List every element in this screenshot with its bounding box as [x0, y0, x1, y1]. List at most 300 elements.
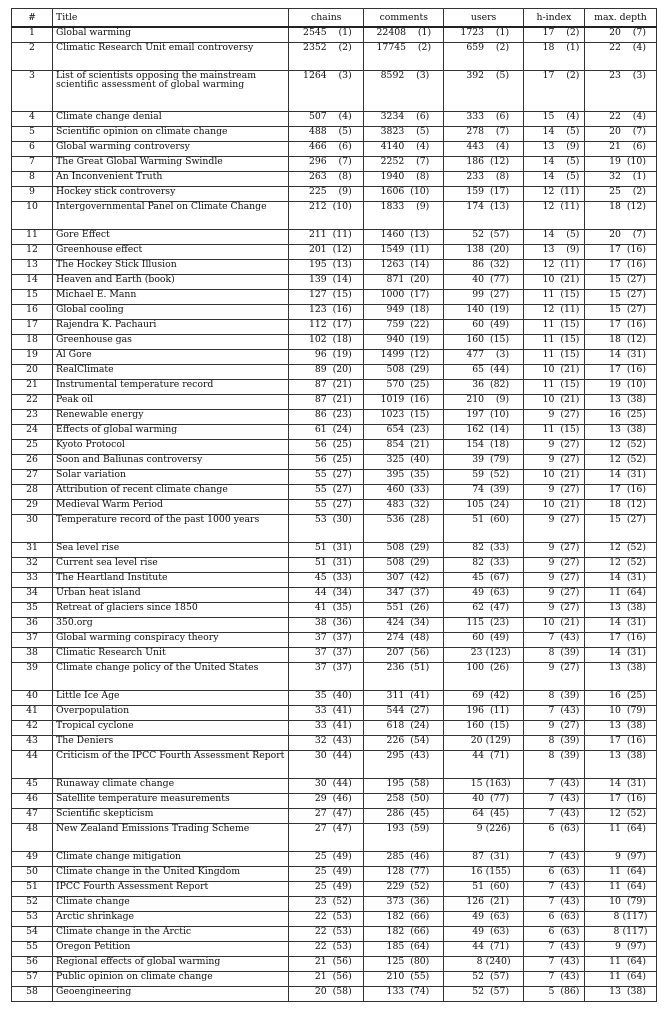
metric-value: 2352	[303, 42, 327, 53]
max-depth-cell	[584, 350, 656, 365]
metric-value: 51	[314, 557, 327, 568]
metric-value: 123	[308, 304, 327, 315]
table-row	[12, 751, 657, 779]
table-row	[12, 912, 657, 927]
metric-rank: (31)	[626, 572, 646, 583]
metric-rank: (33)	[410, 484, 430, 495]
metric-value: 17	[542, 27, 555, 38]
metric-value: 12	[609, 557, 621, 568]
metric-rank: (5)	[566, 229, 580, 240]
title-cell: The Hockey Stick Illusion	[53, 260, 289, 275]
metric-rank: (49)	[332, 851, 352, 862]
metric-value: 15	[609, 289, 621, 300]
chains-cell	[289, 172, 364, 187]
metric-value: 17	[609, 632, 621, 643]
h-index-cell	[523, 515, 584, 543]
title-cell: Scientific skepticism	[53, 809, 289, 824]
comments-cell	[364, 290, 444, 305]
metric-value: 759	[386, 319, 405, 330]
metric-rank: (4)	[495, 141, 510, 152]
metric-rank: (43)	[560, 956, 580, 967]
rank-cell: 33	[12, 573, 53, 588]
comments-cell	[364, 395, 444, 410]
chains-cell	[289, 187, 364, 202]
table-row	[12, 957, 657, 972]
metric-rank: (117)	[622, 911, 648, 922]
metric-rank: (27)	[560, 572, 580, 583]
chains-cell	[289, 603, 364, 618]
h-index-cell	[523, 440, 584, 455]
metric-rank: (21)	[332, 379, 352, 390]
metric-value: 7	[548, 632, 555, 643]
metric-rank: (155)	[485, 866, 511, 877]
chains-cell	[289, 470, 364, 485]
max-depth-cell	[584, 867, 656, 882]
comments-cell	[364, 320, 444, 335]
metric-rank: (4)	[338, 111, 352, 122]
h-index-cell	[523, 127, 584, 142]
chains-cell	[289, 867, 364, 882]
metric-value: 22	[314, 911, 327, 922]
comments-cell	[364, 71, 444, 112]
metric-value: 544	[386, 705, 405, 716]
metric-rank: (4)	[416, 141, 430, 152]
h-index-cell	[523, 470, 584, 485]
metric-rank: (7)	[416, 156, 430, 167]
h-index-cell	[523, 305, 584, 320]
metric-rank: (27)	[626, 274, 646, 285]
table-row	[12, 633, 657, 648]
metric-value: 13	[609, 394, 621, 405]
metric-rank: (44)	[332, 750, 352, 761]
max-depth-cell	[584, 230, 656, 245]
h-index-cell	[523, 260, 584, 275]
metric-value: 115	[466, 617, 485, 628]
h-index-cell	[523, 395, 584, 410]
comments-cell	[364, 305, 444, 320]
metric-rank: (52)	[626, 557, 646, 568]
table-row	[12, 320, 657, 335]
metric-value: 125	[386, 956, 405, 967]
h-index-cell	[523, 142, 584, 157]
metric-rank: (27)	[560, 542, 580, 553]
comments-cell	[364, 350, 444, 365]
metric-value: 21	[314, 971, 327, 982]
metric-rank: (27)	[560, 662, 580, 673]
table-row	[12, 927, 657, 942]
max-depth-cell	[584, 500, 656, 515]
rank-cell: 37	[12, 633, 53, 648]
chains-cell	[289, 440, 364, 455]
table-row	[12, 275, 657, 290]
metric-value: 17	[609, 244, 621, 255]
metric-value: 87	[314, 394, 327, 405]
metric-value: 1460	[380, 229, 405, 240]
comments-cell	[364, 987, 444, 1002]
metric-rank: (5)	[416, 126, 430, 137]
metric-rank: (1)	[417, 27, 432, 38]
metric-value: 11	[542, 379, 555, 390]
metric-value: 139	[308, 274, 327, 285]
metric-value: 27	[314, 808, 327, 819]
metric-value: 1940	[380, 171, 405, 182]
title-cell: Arctic shrinkage	[53, 912, 289, 927]
metric-rank: (27)	[626, 514, 646, 525]
metric-rank: (4)	[632, 111, 646, 122]
metric-rank: (27)	[560, 484, 580, 495]
metric-rank: (37)	[410, 587, 430, 598]
metric-value: 14	[609, 572, 621, 583]
metric-value: 51	[472, 881, 485, 892]
title-cell: Temperature record of the past 1000 years	[53, 515, 289, 543]
metric-value: 12	[542, 186, 555, 197]
metric-value: 11	[609, 956, 621, 967]
metric-rank: (21)	[560, 274, 580, 285]
metric-rank: (1)	[632, 171, 646, 182]
title-cell: Climate change denial	[53, 112, 289, 127]
metric-rank: (37)	[332, 647, 352, 658]
comments-cell	[364, 380, 444, 395]
rank-cell: 14	[12, 275, 53, 290]
metric-rank: (77)	[489, 793, 510, 804]
metric-rank: (63)	[560, 866, 580, 877]
metric-rank: (34)	[410, 617, 430, 628]
metric-value: 41	[314, 602, 327, 613]
max-depth-cell	[584, 573, 656, 588]
metric-value: 508	[386, 364, 405, 375]
metric-rank: (56)	[332, 971, 352, 982]
metric-value: 949	[386, 304, 405, 315]
metric-rank: (31)	[626, 778, 646, 789]
metric-value: 37	[314, 662, 327, 673]
metric-rank: (11)	[560, 201, 580, 212]
table-header-row	[12, 9, 657, 28]
metric-rank: (11)	[410, 244, 430, 255]
metric-rank: (25)	[626, 690, 646, 701]
metric-value: 9	[548, 484, 555, 495]
metric-rank: (27)	[410, 705, 430, 716]
metric-value: 7	[548, 778, 555, 789]
rank-cell: 49	[12, 852, 53, 867]
metric-rank: (5)	[566, 171, 580, 182]
h-index-cell	[523, 736, 584, 751]
table-row	[12, 142, 657, 157]
metric-rank: (60)	[489, 514, 510, 525]
metric-value: 86	[314, 409, 327, 420]
h-index-cell	[523, 425, 584, 440]
metric-rank: (57)	[489, 986, 510, 997]
title-cell: Satellite temperature measurements	[53, 794, 289, 809]
title-cell: Little Ice Age	[53, 691, 289, 706]
table-row	[12, 987, 657, 1002]
metric-rank: (27)	[560, 602, 580, 613]
metric-value: 10	[542, 469, 555, 480]
comments-cell	[364, 43, 444, 71]
metric-value: 52	[472, 986, 485, 997]
metric-value: 11	[542, 424, 555, 435]
metric-rank: (2)	[566, 27, 580, 38]
comments-cell	[364, 157, 444, 172]
metric-value: 4140	[380, 141, 405, 152]
metric-value: 20	[609, 27, 621, 38]
title-cell: Medieval Warm Period	[53, 500, 289, 515]
metric-rank: (45)	[489, 808, 510, 819]
max-depth-cell	[584, 897, 656, 912]
metric-value: 347	[386, 587, 405, 598]
max-depth-cell	[584, 27, 656, 43]
users-cell	[444, 350, 524, 365]
h-index-cell	[523, 721, 584, 736]
max-depth-cell	[584, 794, 656, 809]
comments-cell	[364, 603, 444, 618]
metric-rank: (3)	[338, 70, 352, 81]
metric-rank: (27)	[560, 587, 580, 598]
title-cell: Climatic Research Unit	[53, 648, 289, 663]
comments-cell	[364, 691, 444, 706]
metric-rank: (80)	[410, 956, 430, 967]
max-depth-cell	[584, 305, 656, 320]
metric-rank: (37)	[332, 632, 352, 643]
rank-cell: 39	[12, 663, 53, 691]
comments-cell	[364, 127, 444, 142]
metric-rank: (5)	[566, 156, 580, 167]
title-cell: Effects of global warming	[53, 425, 289, 440]
max-depth-cell	[584, 543, 656, 558]
metric-value: 15	[609, 274, 621, 285]
title-cell: Climate change in the United Kingdom	[53, 867, 289, 882]
title-cell: The Great Global Warming Swindle	[53, 157, 289, 172]
metric-rank: (21)	[560, 617, 580, 628]
metric-rank: (19)	[332, 349, 352, 360]
comments-cell	[364, 824, 444, 852]
table-row	[12, 882, 657, 897]
metric-rank: (11)	[560, 259, 580, 270]
metric-rank: (15)	[332, 289, 352, 300]
metric-value: 12	[542, 201, 555, 212]
metric-value: 17	[609, 259, 621, 270]
metric-rank: (43)	[560, 705, 580, 716]
metric-rank: (79)	[626, 896, 646, 907]
metric-value: 186	[466, 156, 485, 167]
metric-value: 14	[542, 229, 555, 240]
comments-cell	[364, 440, 444, 455]
metric-rank: (11)	[332, 229, 352, 240]
metric-rank: (39)	[560, 750, 580, 761]
rank-cell: 9	[12, 187, 53, 202]
max-depth-cell	[584, 912, 656, 927]
h-index-cell	[523, 987, 584, 1002]
table-row	[12, 588, 657, 603]
h-index-cell	[523, 157, 584, 172]
metric-rank: (20)	[489, 244, 510, 255]
metric-rank: (43)	[560, 793, 580, 804]
metric-value: 1019	[380, 394, 405, 405]
table-row	[12, 350, 657, 365]
metric-rank: (67)	[489, 572, 510, 583]
rank-cell: 43	[12, 736, 53, 751]
users-cell	[444, 618, 524, 633]
table-row	[12, 485, 657, 500]
users-cell	[444, 603, 524, 618]
title-cell: The Deniers	[53, 736, 289, 751]
chains-cell	[289, 543, 364, 558]
max-depth-cell	[584, 43, 656, 71]
metric-value: 854	[386, 439, 405, 450]
max-depth-cell	[584, 691, 656, 706]
metric-rank: (12)	[626, 201, 646, 212]
chains-cell	[289, 485, 364, 500]
table-row	[12, 410, 657, 425]
metric-rank: (21)	[489, 896, 510, 907]
title-cell: Regional effects of global warming	[53, 957, 289, 972]
metric-value: 1264	[303, 70, 327, 81]
users-cell	[444, 410, 524, 425]
max-depth-cell	[584, 380, 656, 395]
chains-cell	[289, 275, 364, 290]
chains-cell	[289, 43, 364, 71]
users-cell	[444, 942, 524, 957]
table-row	[12, 663, 657, 691]
chains-cell	[289, 573, 364, 588]
header-title: Title	[53, 9, 289, 28]
users-cell	[444, 187, 524, 202]
metric-value: 182	[386, 926, 405, 937]
chains-cell	[289, 335, 364, 350]
h-index-cell	[523, 112, 584, 127]
comments-cell	[364, 618, 444, 633]
h-index-cell	[523, 380, 584, 395]
table-row	[12, 721, 657, 736]
metric-value: 10	[542, 394, 555, 405]
metric-rank: (24)	[410, 720, 430, 731]
rank-cell: 10	[12, 202, 53, 230]
table-row	[12, 603, 657, 618]
metric-rank: (9)	[566, 244, 580, 255]
metric-value: 5	[548, 986, 555, 997]
max-depth-cell	[584, 706, 656, 721]
rank-cell: 27	[12, 470, 53, 485]
metric-rank: (31)	[332, 542, 352, 553]
metric-rank: (19)	[410, 334, 430, 345]
rank-cell: 1	[12, 27, 53, 43]
title-cell: Current sea level rise	[53, 558, 289, 573]
metric-value: 52	[472, 971, 485, 982]
metric-value: 12	[609, 808, 621, 819]
max-depth-cell	[584, 972, 656, 987]
metric-value: 212	[308, 201, 327, 212]
metric-value: 17745	[376, 42, 407, 53]
chains-cell	[289, 230, 364, 245]
metric-rank: (8)	[416, 171, 430, 182]
title-cell: New Zealand Emissions Trading Scheme	[53, 824, 289, 852]
metric-value: 9	[476, 823, 483, 834]
comments-cell	[364, 648, 444, 663]
h-index-cell	[523, 172, 584, 187]
users-cell	[444, 245, 524, 260]
table-row	[12, 112, 657, 127]
metric-value: 9	[548, 720, 555, 731]
rank-cell: 41	[12, 706, 53, 721]
chains-cell	[289, 305, 364, 320]
metric-rank: (18)	[332, 334, 352, 345]
users-cell	[444, 157, 524, 172]
chains-cell	[289, 320, 364, 335]
users-cell	[444, 380, 524, 395]
rank-cell: 42	[12, 721, 53, 736]
chains-cell	[289, 706, 364, 721]
rank-cell: 57	[12, 972, 53, 987]
metric-rank: (11)	[560, 304, 580, 315]
metric-value: 11	[542, 319, 555, 330]
metric-rank: (32)	[410, 499, 430, 510]
h-index-cell	[523, 927, 584, 942]
metric-rank: (33)	[489, 542, 510, 553]
metric-rank: (20)	[332, 364, 352, 375]
metric-rank: (64)	[626, 971, 646, 982]
users-cell	[444, 882, 524, 897]
chains-cell	[289, 245, 364, 260]
chains-cell	[289, 779, 364, 794]
metric-value: 14	[609, 778, 621, 789]
h-index-cell	[523, 365, 584, 380]
rank-cell: 3	[12, 71, 53, 112]
metric-rank: (11)	[489, 705, 510, 716]
metric-value: 61	[314, 424, 327, 435]
metric-rank: (6)	[338, 141, 352, 152]
metric-rank: (53)	[332, 941, 352, 952]
metric-value: 654	[386, 424, 405, 435]
metric-value: 174	[466, 201, 485, 212]
comments-cell	[364, 751, 444, 779]
metric-value: 7	[548, 971, 555, 982]
max-depth-cell	[584, 172, 656, 187]
metric-rank: (13)	[332, 259, 352, 270]
comments-cell	[364, 927, 444, 942]
table-row	[12, 942, 657, 957]
metric-value: 60	[472, 632, 485, 643]
metric-rank: (27)	[560, 514, 580, 525]
metric-rank: (27)	[560, 409, 580, 420]
metric-value: 13	[609, 602, 621, 613]
metric-value: 33	[314, 720, 327, 731]
metric-rank: (79)	[626, 705, 646, 716]
metric-value: 1606	[380, 186, 405, 197]
metric-value: 21	[609, 141, 621, 152]
metric-value: 23	[470, 647, 483, 658]
users-cell	[444, 142, 524, 157]
metric-value: 32	[314, 735, 327, 746]
max-depth-cell	[584, 320, 656, 335]
metric-rank: (10)	[332, 201, 352, 212]
metric-value: 10	[542, 499, 555, 510]
metric-value: 39	[472, 454, 485, 465]
metric-rank: (49)	[489, 319, 510, 330]
metric-rank: (7)	[632, 27, 646, 38]
metric-rank: (21)	[410, 439, 430, 450]
metric-rank: (39)	[489, 484, 510, 495]
metric-rank: (1)	[566, 42, 580, 53]
metric-value: 14	[542, 171, 555, 182]
max-depth-cell	[584, 202, 656, 230]
max-depth-cell	[584, 824, 656, 852]
metric-value: 127	[308, 289, 327, 300]
metric-rank: (52)	[626, 542, 646, 553]
metric-rank: (15)	[560, 289, 580, 300]
metric-value: 8592	[380, 70, 405, 81]
comments-cell	[364, 942, 444, 957]
metric-rank: (39)	[560, 690, 580, 701]
chains-cell	[289, 633, 364, 648]
